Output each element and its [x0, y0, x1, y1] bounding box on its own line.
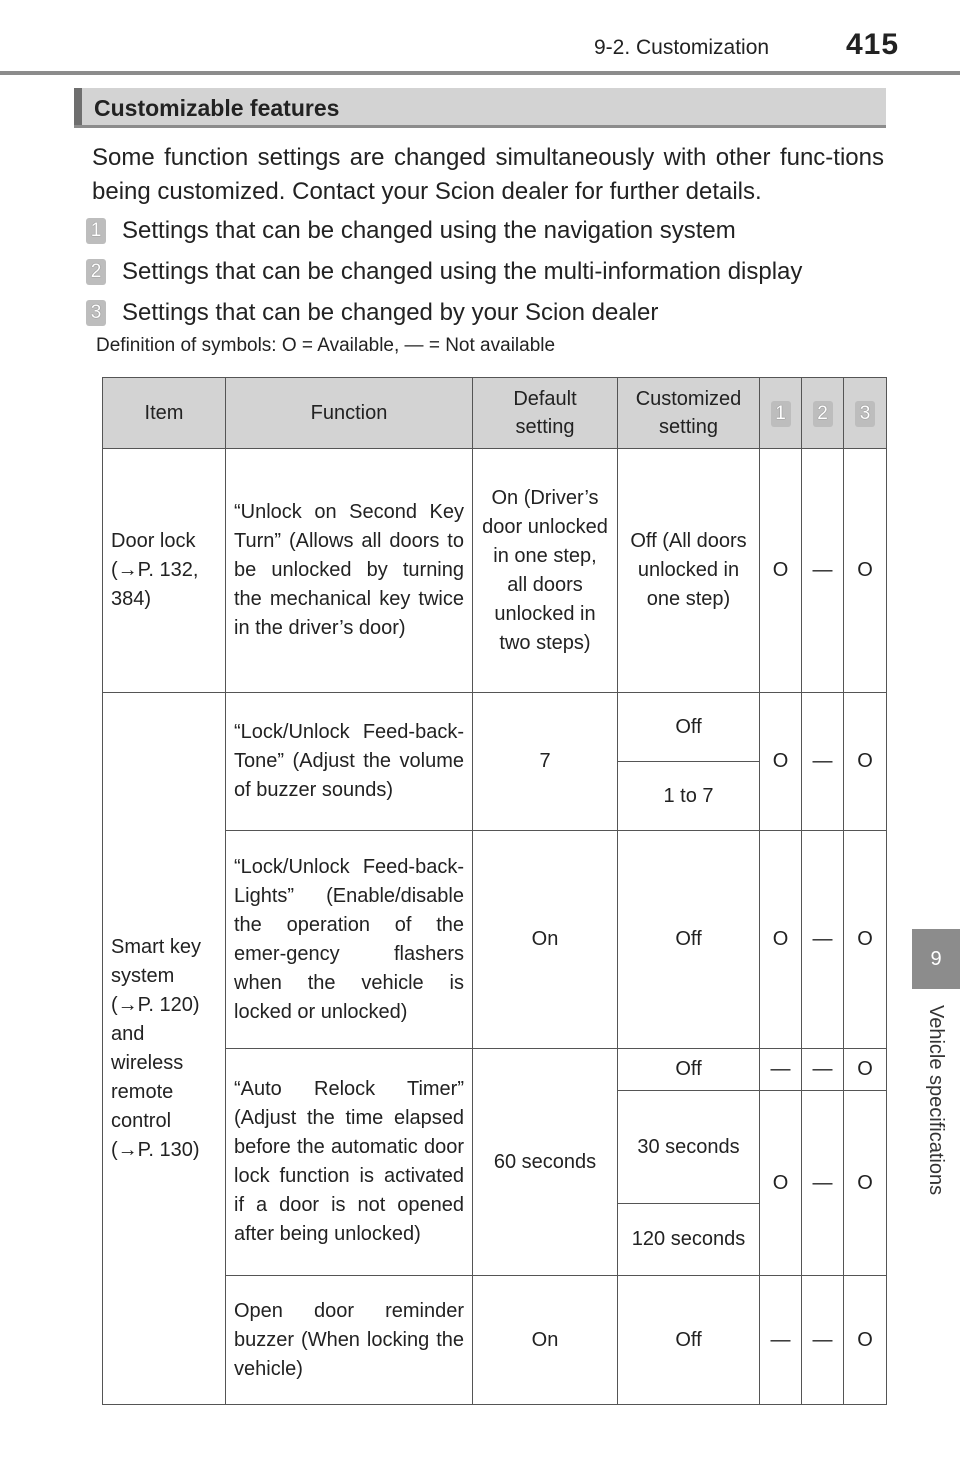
default-open-door-reminder: On: [473, 1276, 618, 1405]
mark-col-3: O: [844, 693, 887, 831]
mark-col-2: —: [802, 693, 844, 831]
function-open-door-reminder: Open door reminder buzzer (When locking the vehicle): [226, 1276, 473, 1405]
mark-col-3: O: [844, 831, 887, 1049]
header-col-1: [760, 378, 802, 449]
default-relock-timer: 60 seconds: [473, 1049, 618, 1276]
mark-col-2: —: [802, 1091, 844, 1276]
custom-feedback-tone-off: Off: [618, 693, 760, 762]
table-row-door-lock: [103, 449, 887, 693]
bullet-text: Settings that can be changed using the navigation system: [122, 217, 736, 244]
custom-relock-off: Off: [618, 1049, 760, 1091]
header-custom-line1: Customized: [635, 388, 742, 410]
mark-col-1: O: [760, 831, 802, 1049]
number-1-icon: 1: [771, 401, 791, 427]
header-section-title: 9-2. Customization: [594, 36, 770, 59]
customization-table: [102, 377, 887, 1405]
bullet-text: Settings that can be changed by your Scion dealer: [122, 299, 659, 326]
custom-relock-30-seconds: 30 seconds: [618, 1091, 760, 1204]
function-unlock-second-key: “Unlock on Second Key Turn” (Allows all doors to be unlocked by turning the mechanical key twice in the driver’s door): [226, 449, 473, 693]
function-auto-relock-timer: “Auto Relock Timer” (Adjust the time elapsed before the automatic door lock function is activated if a door is not opened after being unlocked): [226, 1049, 473, 1276]
section-bar-edge: [74, 88, 82, 125]
section-title: Customizable features: [94, 95, 340, 121]
table-row-feedback-tone: [103, 693, 887, 762]
header-default-setting: [473, 378, 618, 449]
custom-feedback-lights: Off: [618, 831, 760, 1049]
header-function: Function: [226, 378, 473, 449]
mark-col-1: —: [760, 1276, 802, 1405]
header-col-3: [844, 378, 887, 449]
mark-col-1: —: [760, 1049, 802, 1091]
default-door-lock: On (Driver’s door unlocked in one step, all doors unlocked in two steps): [473, 449, 618, 693]
default-feedback-lights: On: [473, 831, 618, 1049]
section-title-bar: [74, 88, 886, 128]
mark-col-1: O: [760, 449, 802, 693]
mark-col-1: O: [760, 693, 802, 831]
number-2-icon: 2: [813, 401, 833, 427]
item-smart-key-system: Smart key system (→P. 120) and wireless remote control (→P. 130): [103, 693, 226, 1405]
mark-col-2: —: [802, 1049, 844, 1091]
mark-col-2: —: [802, 831, 844, 1049]
mark-col-3: O: [844, 449, 887, 693]
table-header-row: [103, 378, 887, 449]
custom-door-lock: Off (All doors unlocked in one step): [618, 449, 760, 693]
header-customized-setting: [618, 378, 760, 449]
mark-col-3: O: [844, 1049, 887, 1091]
function-feedback-tone: “Lock/Unlock Feed-back-Tone” (Adjust the volume of buzzer sounds): [226, 693, 473, 831]
bullet-text: Settings that can be changed using the multi-information display: [122, 258, 803, 285]
custom-relock-120-seconds: 120 seconds: [618, 1204, 760, 1276]
intro-paragraph: Some function settings are changed simultaneously with other func-tions being customized. Contact your Scion dealer for further details.: [92, 144, 884, 205]
number-1-icon: 1: [86, 218, 106, 244]
header-custom-line2: setting: [659, 416, 718, 438]
number-3-icon: 3: [86, 300, 106, 326]
custom-open-door-reminder: Off: [618, 1276, 760, 1405]
default-feedback-tone: 7: [473, 693, 618, 831]
header-rule: [0, 71, 960, 75]
header-item: Item: [103, 378, 226, 449]
number-3-icon: 3: [855, 401, 875, 427]
item-door-lock: Door lock (→P. 132, 384): [103, 449, 226, 693]
number-2-icon: 2: [86, 259, 106, 285]
mark-col-3: O: [844, 1091, 887, 1276]
header-default-line1: Default: [513, 388, 577, 410]
mark-col-2: —: [802, 1276, 844, 1405]
function-feedback-lights: “Lock/Unlock Feed-back-Lights” (Enable/disable the operation of the emer-gency flashers when the vehicle is locked or unlocked): [226, 831, 473, 1049]
chapter-tab-title: Vehicle specifications: [925, 1005, 947, 1196]
mark-col-2: —: [802, 449, 844, 693]
chapter-tab-number: 9: [912, 929, 960, 989]
mark-col-1: O: [760, 1091, 802, 1276]
symbol-definition: Definition of symbols: O = Available, — = Not available: [96, 335, 556, 356]
header-col-2: [802, 378, 844, 449]
page-number: 415: [846, 28, 900, 61]
header-default-line2: setting: [515, 416, 575, 438]
custom-feedback-tone-range: 1 to 7: [618, 762, 760, 831]
mark-col-3: O: [844, 1276, 887, 1405]
